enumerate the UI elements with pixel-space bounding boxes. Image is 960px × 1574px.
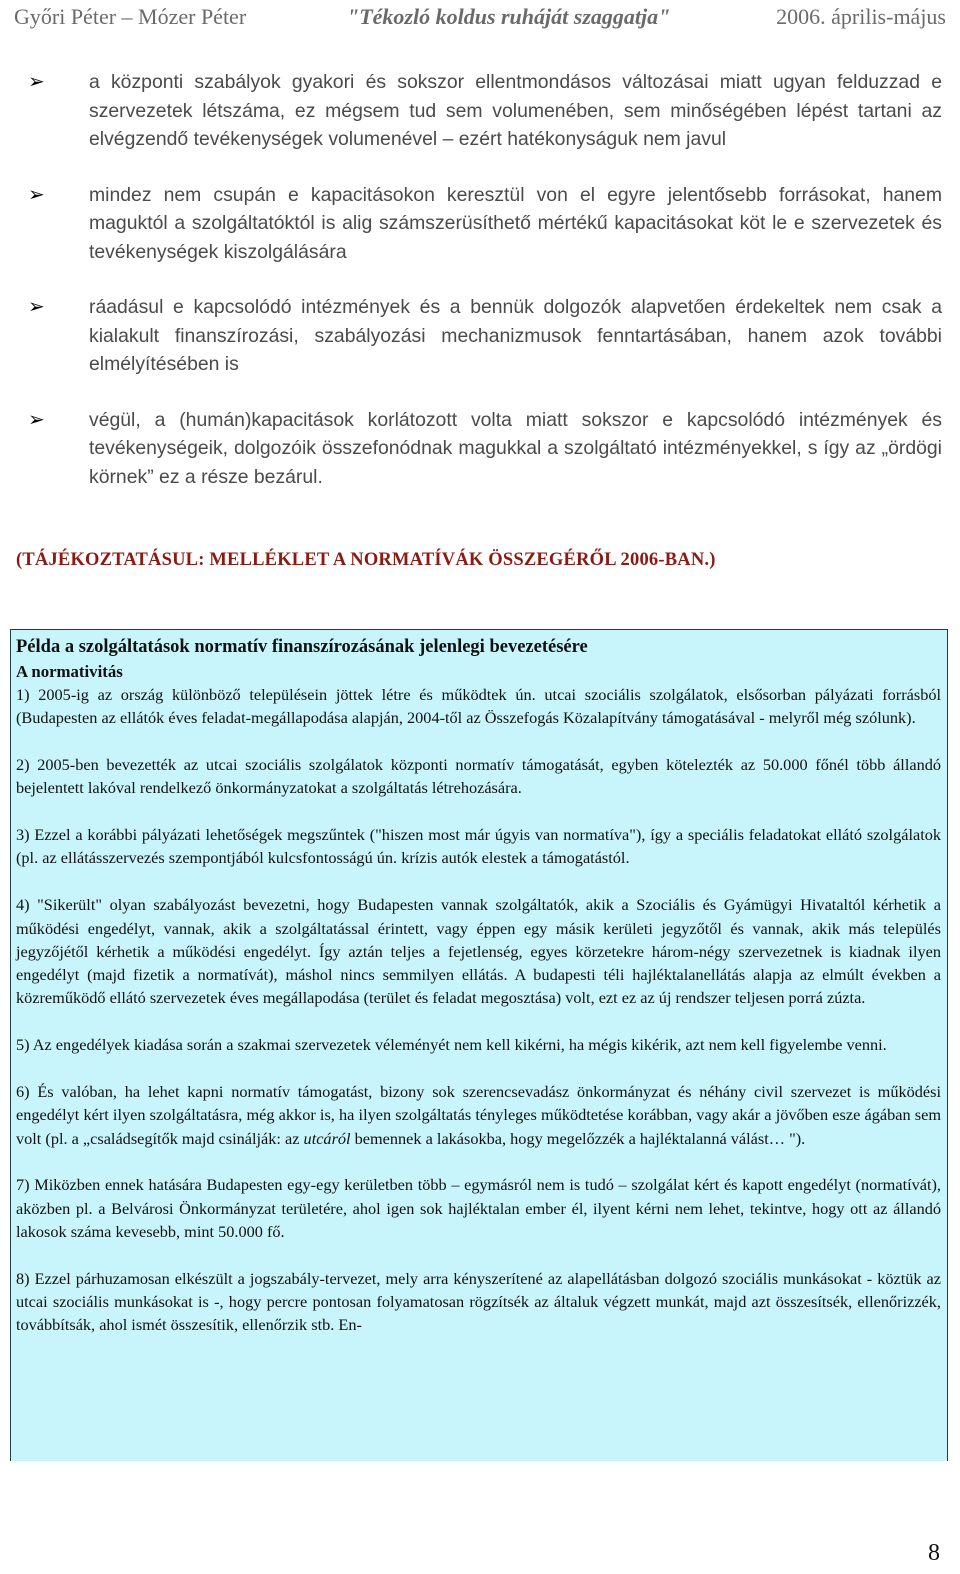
arrow-bullet-icon: ➢ bbox=[28, 408, 45, 431]
bullet-text: mindez nem csupán e kapacitásokon keresztül von el egyre jelentősebb forrásokat, hanem maguktól a szolgáltatóktól is alig számszerüsíthető mértékű kapacitásokat köt le e szervezetek és tevékenységek kiszolgálására bbox=[89, 183, 942, 263]
example-paragraph-1: 1) 2005-ig az ország különböző településein jöttek létre és működtek ún. utcai szociális szolgálatok, elsősorban pályázati forrásból (Budapesten az ellátók éves feladat-megállapodása alapján, 2004-től az Összefogás Közalapítvány támogatásával - melyről még szólunk). bbox=[16, 685, 941, 728]
arrow-bullet-icon: ➢ bbox=[28, 183, 45, 206]
p6-text-before: 6) És valóban, ha lehet kapni normatív támogatást, bizony sok szerencsevadász önkormányzat és néhány civil szervezet is működési engedélyt kért ilyen szolgáltatásra, még akkor is, ha ilyen szolgáltatás tényleges működtetése korábban, vagy akár a jövőben esze ágában sem volt (pl. a „családsegítők majd csinálják: az bbox=[16, 1082, 941, 1148]
arrow-bullet-icon: ➢ bbox=[28, 71, 45, 93]
example-paragraph-2: 2) 2005-ben bevezették az utcai szociális szolgálatok központi normatív támogatását, egyben kötelezték az 50.000 főnél több állandó bejelentett lakóval rendelkező önkormányzatokat a szolgáltatás létrehozására. bbox=[16, 755, 941, 798]
bullet-item bbox=[22, 68, 942, 154]
bullet-text: a központi szabályok gyakori és sokszor ellentmondásos változásai miatt ugyan felduzzad e szervezetek létszáma, ez mégsem tud sem volumenében, sem minőségében lépést tartani az elvégzendő tevékenységek volumenével – ezért hatékonyságuk nem javul bbox=[89, 71, 942, 150]
bullet-text: végül, a (humán)kapacitások korlátozott volta miatt sokszor e kapcsolódó intézmények és tevékenységeik, dolgozóik összefonódnak magukkal a szolgáltató intézményekkel, s így az „ördögi körnek” ez a része bezárul. bbox=[89, 408, 942, 488]
bullet-item bbox=[22, 293, 942, 379]
arrow-bullet-icon: ➢ bbox=[28, 296, 45, 318]
appendix-link[interactable]: (TÁJÉKOZTATÁSUL: MELLÉKLET A NORMATÍVÁK ÖSSZEGÉRŐL 2006-BAN.) bbox=[16, 550, 716, 570]
header-title: "Tékozló koldus ruháját szaggatja" bbox=[347, 4, 671, 29]
p6-italic-word: utcáról bbox=[303, 1128, 351, 1148]
example-paragraph-6 bbox=[16, 1080, 941, 1150]
example-paragraph-3: 3) Ezzel a korábbi pályázati lehetőségek megszűntek ("hiszen most már úgyis van normatíva"), így a speciális feladatokat ellátó szolgálatok (pl. az ellátásszervezés szempontjából kulcsfontosságú ún. krízis autók elestek a támogatástól. bbox=[16, 825, 941, 868]
bullet-item bbox=[22, 181, 942, 267]
bullet-text: ráadásul e kapcsolódó intézmények és a bennük dolgozók alapvetően érdekeltek nem csak a kialakult finanszírozási, szabályozási mechanizmusok fenntartásában, hanem azok további elmélyítésében is bbox=[89, 296, 942, 375]
example-subtitle: A normativitás bbox=[16, 662, 123, 681]
header-date: 2006. április-május bbox=[776, 4, 946, 29]
example-box bbox=[10, 629, 948, 1461]
p6-text-after: bemennek a lakásokba, hogy megelőzzék a hajléktalanná válást… "). bbox=[350, 1128, 806, 1148]
example-paragraph-4: 4) "Sikerült" olyan szabályozást bevezetni, hogy Budapesten vannak szolgáltatók, akik a Szociális és Gyámügyi Hivataltól kérhetik a működési engedélyt, vannak, akik a szolgáltatással érintett, vagy éppen egy másik kerületi jegyzőtől és vannak, akik más település jegyzőjétől kérhetik a működési engedélyt. Így aztán teljes a fejetlenség, egyes körzetekre három-négy szervezetnek is kiadnak ilyen engedélyt (majd fizetik a normatívát), máshol nincs semmilyen ellátás. A budapesti téli hajléktalanellátás alapja az elmúlt években a közreműködő ellátó szervezetek éves megállapodása (terület és feladat megosztása) volt, ezt ez az új rendszer teljesen porrá zúzta. bbox=[16, 895, 941, 1008]
page-header bbox=[14, 2, 946, 32]
example-paragraph-7: 7) Miközben ennek hatására Budapesten egy-egy kerületben több – egymásról nem is tudó – szolgálat kért és kapott engedélyt (normatívát), aközben pl. a Belvárosi Önkormányzat területére, ahol igen sok hajléktalan ember él, ilyent kérni nem lehet, tekintve, hogy ott az állandó lakosok száma kevesebb, mint 50.000 fő. bbox=[16, 1175, 941, 1242]
page-number: 8 bbox=[928, 1540, 940, 1566]
bullet-item bbox=[22, 406, 942, 492]
example-paragraph-5: 5) Az engedélyek kiadása során a szakmai szervezetek véleményét nem kell kikérni, ha mégis kikérik, azt nem kell figyelembe venni. bbox=[16, 1035, 887, 1055]
bullet-list bbox=[22, 68, 942, 518]
example-title: Példa a szolgáltatások normatív finanszírozásának jelenlegi bevezetésére bbox=[16, 637, 588, 657]
header-authors: Győri Péter – Mózer Péter bbox=[14, 4, 247, 29]
example-paragraph-8: 8) Ezzel párhuzamosan elkészült a jogszabály-tervezet, mely arra kényszerítené az alapellátásban dolgozó szociális munkásokat - köztük az utcai szociális munkásokat is -, hogy percre pontosan folyamatosan rögzítsék az általuk végzett munkát, majd azt összesítsék, ellenőrizzék, továbbítsák, ahol ismét összesítik, ellenőrzik stb. En- bbox=[16, 1268, 941, 1335]
